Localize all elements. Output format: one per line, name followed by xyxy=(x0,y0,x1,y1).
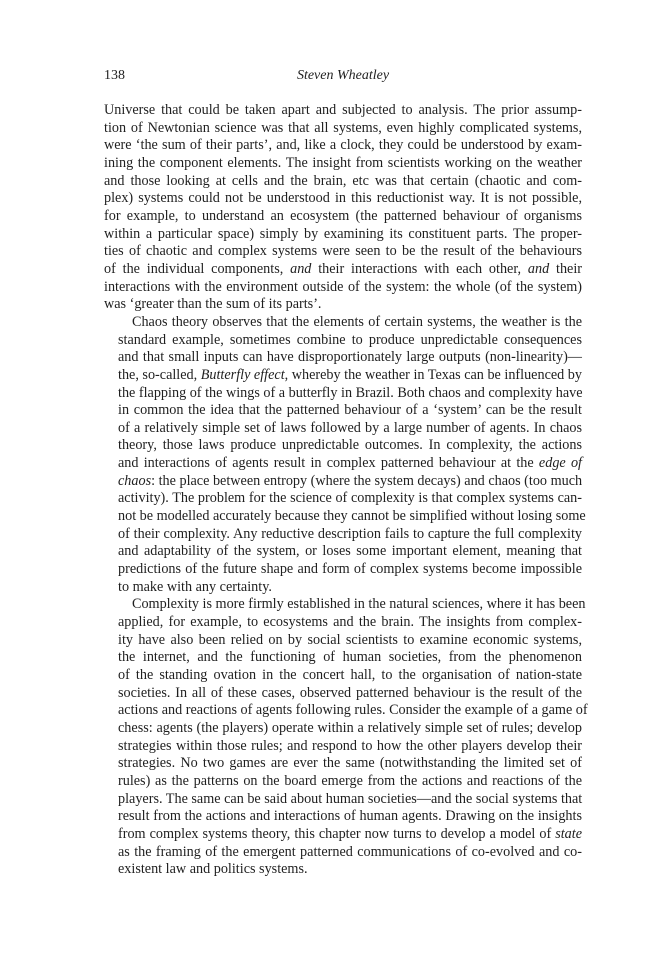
text-run: to make with any certainty. xyxy=(118,578,272,595)
text-line xyxy=(104,314,582,332)
text-run: strategies within those rules; and respond to how the other players develop their xyxy=(118,737,582,754)
text-line xyxy=(104,791,582,809)
running-head-author: Steven Wheatley xyxy=(296,68,390,83)
text-run: theory, those laws produce unpredictable outcomes. In complexity, the actions xyxy=(118,437,582,454)
text-run: the, so-called, xyxy=(118,366,201,383)
text-run: societies. In all of these cases, observed patterned behaviour is the result of the xyxy=(118,684,582,701)
text-run: standard example, sometimes combine to produce unpredictable consequences xyxy=(118,331,582,348)
text-line xyxy=(104,720,582,738)
text-line xyxy=(104,332,582,350)
text-line xyxy=(104,596,586,614)
text-run: interactions with the environment outside of the system: the whole (of the system) xyxy=(104,278,582,295)
text-run: as the framing of the emergent patterned communications of co-evolved and co- xyxy=(118,843,582,860)
italic-text: Butterfly effect xyxy=(200,366,285,383)
text-run: existent law and politics systems. xyxy=(118,861,308,878)
text-line xyxy=(104,632,582,650)
text-run: their interactions with each other, xyxy=(311,260,528,277)
text-line xyxy=(104,226,582,244)
text-line xyxy=(104,120,582,138)
text-line xyxy=(104,844,582,862)
page-number: 138 xyxy=(104,68,125,83)
text-run: chess: agents (the players) operate within a relatively simple set of rules; develop xyxy=(118,719,582,736)
text-run: of their complexity. Any reductive description fails to capture the full complexity xyxy=(118,525,582,542)
text-run: their xyxy=(549,260,582,277)
text-run: of the individual components, xyxy=(104,260,291,277)
text-run: tion of Newtonian science was that all systems, even highly complicated systems, xyxy=(104,119,582,136)
text-line xyxy=(104,279,582,297)
text-run: Universe that could be taken apart and subjected to analysis. The prior assump- xyxy=(104,102,582,118)
text-line xyxy=(104,402,582,420)
text-run: actions and reactions of agents following rules. Consider the example of a game of xyxy=(118,702,588,719)
text-line xyxy=(104,455,582,473)
text-line xyxy=(104,349,582,367)
text-run: not be modelled accurately because they cannot be simplified without losing some xyxy=(118,508,586,525)
text-line xyxy=(104,649,582,667)
running-header xyxy=(104,66,582,86)
italic-text: state xyxy=(555,825,582,842)
italic-text: chaos xyxy=(118,472,152,489)
text-run: : the place between entropy (where the system decays) and chaos (too much xyxy=(151,472,583,489)
text-run: and adaptability of the system, or loses some important element, meaning that xyxy=(118,543,582,560)
text-run: applied, for example, to ecosystems and the brain. The insights from complex- xyxy=(118,614,582,631)
text-line xyxy=(104,614,582,632)
paragraph xyxy=(104,102,582,314)
text-line xyxy=(104,385,582,403)
text-line xyxy=(104,861,582,879)
italic-text: and xyxy=(527,260,550,277)
text-line xyxy=(104,755,582,773)
text-run: of the standing ovation in the concert hall, to the organisation of nation-state xyxy=(118,667,582,683)
text-line xyxy=(104,190,582,208)
text-run: of a relatively simple set of laws followed by a large number of agents. In chaos xyxy=(118,419,582,436)
text-run: Complexity is more firmly established in the natural sciences, where it has been xyxy=(132,596,586,613)
text-line xyxy=(104,155,582,173)
body-text xyxy=(104,102,588,879)
text-run: activity). The problem for the science of complexity is that complex systems can- xyxy=(118,490,582,507)
text-run: players. The same can be said about human societies—and the social systems that xyxy=(118,790,583,807)
text-line xyxy=(104,420,582,438)
text-line xyxy=(104,543,582,561)
text-line xyxy=(104,579,582,597)
text-line xyxy=(104,508,586,526)
text-line xyxy=(104,526,582,544)
text-run: and that small inputs can have disproportionately large outputs (non-linearity)— xyxy=(118,349,582,366)
text-run: , whereby the weather in Texas can be influenced by xyxy=(284,366,582,383)
text-run: was ‘greater than the sum of its parts’. xyxy=(104,296,322,313)
text-line xyxy=(104,738,582,756)
text-run: ties of chaotic and complex systems were seen to be the result of the behaviours xyxy=(104,243,582,260)
text-line xyxy=(104,137,582,155)
text-line xyxy=(104,102,582,120)
text-line xyxy=(104,667,582,685)
text-line xyxy=(104,826,582,844)
paragraph xyxy=(104,313,586,597)
text-run: rules) as the patterns on the board emerge from the actions and reactions of the xyxy=(118,772,582,789)
text-run: within a particular space) simply by examining its constituent parts. The proper- xyxy=(104,225,582,242)
text-run: strategies. No two games are ever the same (notwithstanding the limited set of xyxy=(118,755,582,772)
text-line xyxy=(104,490,582,508)
text-run: and interactions of agents result in complex patterned behaviour at the xyxy=(118,455,539,472)
text-line xyxy=(104,702,588,720)
text-run: ining the component elements. The insight from scientists working on the weather xyxy=(104,154,582,171)
text-line xyxy=(104,473,582,491)
text-run: plex) systems could not be understood in this reductionist way. It is not possible, xyxy=(104,190,582,207)
text-line xyxy=(104,243,582,261)
text-run: and those looking at cells and the brain, etc was that certain (chaotic and com- xyxy=(104,172,582,189)
text-run: predictions of the future shape and form of complex systems become impossible xyxy=(118,561,582,578)
text-line xyxy=(104,261,582,279)
text-line xyxy=(104,296,582,314)
text-line xyxy=(104,773,582,791)
text-run: from complex systems theory, this chapter now turns to develop a model of xyxy=(118,825,556,842)
text-run: result from the actions and interactions of human agents. Drawing on the insights xyxy=(118,808,582,825)
text-run: ity have also been relied on by social scientists to examine economic systems, xyxy=(118,631,582,648)
text-line xyxy=(104,808,582,826)
italic-text: and xyxy=(290,260,312,277)
text-run: were ‘the sum of their parts’, and, like a clock, they could be understood by exam- xyxy=(104,137,582,154)
italic-text: edge of xyxy=(538,455,582,472)
text-run: in common the idea that the patterned behaviour of a ‘system’ can be the result xyxy=(118,402,582,419)
text-run: Chaos theory observes that the elements of certain systems, the weather is the xyxy=(132,313,582,330)
text-line xyxy=(104,437,582,455)
paragraph xyxy=(104,596,588,879)
text-run: the internet, and the functioning of human societies, from the phenomenon xyxy=(118,649,582,666)
text-line xyxy=(104,561,582,579)
text-run: the flapping of the wings of a butterfly in Brazil. Both chaos and complexity have xyxy=(118,384,583,401)
text-run: for example, to understand an ecosystem (the patterned behaviour of organisms xyxy=(104,207,582,224)
text-line xyxy=(104,367,582,385)
text-line xyxy=(104,685,582,703)
text-line xyxy=(104,208,582,226)
text-line xyxy=(104,173,582,191)
